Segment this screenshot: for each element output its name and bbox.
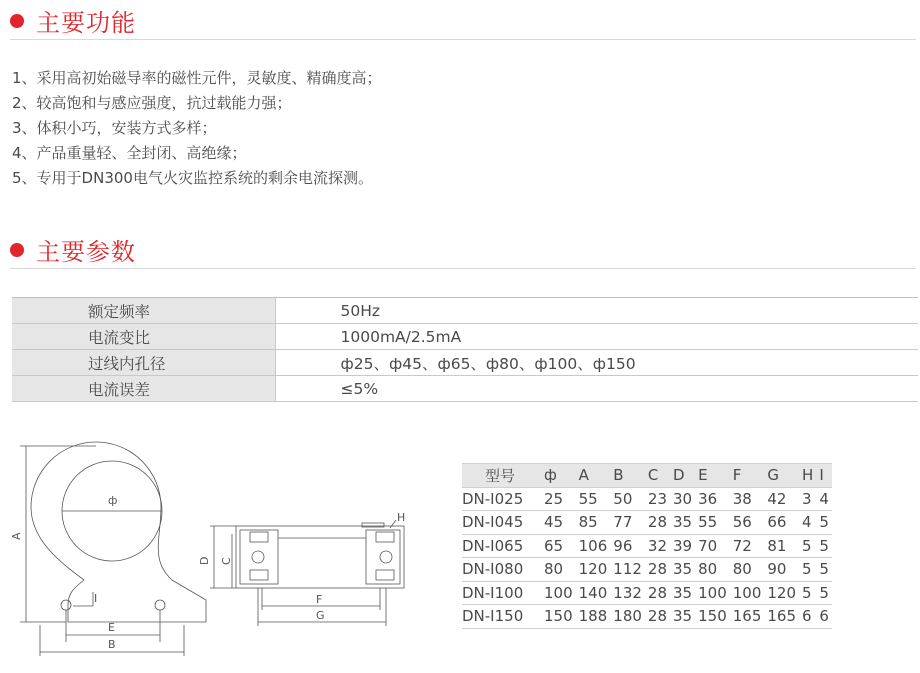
value-cell: 120 [764,581,799,605]
value-cell: 72 [730,534,765,558]
model-cell: DN-I100 [462,581,541,605]
value-cell: 3 [799,487,816,511]
label-a: A [10,532,23,540]
header-cell: B [610,464,645,488]
value-cell: 5 [799,558,816,582]
model-cell: DN-I045 [462,511,541,535]
functions-title: 主要功能 [36,9,136,37]
header-cell: ф [541,464,576,488]
value-cell: 80 [541,558,576,582]
value-cell: 5 [816,581,832,605]
value-cell: 100 [695,581,730,605]
params-title: 主要参数 [36,238,136,266]
side-terminal-left [240,530,278,584]
terminal-slot [250,570,268,580]
params-row [12,376,918,402]
value-cell: 50 [610,487,645,511]
value-cell: 132 [610,581,645,605]
param-value: 1000mA/2.5mA [275,324,918,350]
value-cell: 36 [695,487,730,511]
value-cell: 28 [645,581,670,605]
value-cell: 25 [541,487,576,511]
ring-body-outline [31,442,206,622]
models-header-row [462,464,832,488]
value-cell: 30 [670,487,695,511]
value-cell: 80 [695,558,730,582]
value-cell: 66 [764,511,799,535]
bullet-dot-icon [10,243,24,257]
model-cell: DN-I065 [462,534,541,558]
table-row [462,605,832,629]
value-cell: 4 [816,487,832,511]
mount-hole-left [61,600,71,610]
value-cell: 140 [576,581,611,605]
value-cell: 120 [576,558,611,582]
value-cell: 165 [764,605,799,629]
param-value: ≤5% [275,376,918,402]
value-cell: 90 [764,558,799,582]
value-cell: 38 [730,487,765,511]
params-row [12,324,918,350]
value-cell: 5 [816,558,832,582]
table-row [462,558,832,582]
feature-item: 2、较高饱和与感应强度，抗过载能力强； [12,94,292,112]
value-cell: 28 [645,511,670,535]
label-b: B [108,638,116,651]
side-terminal-right [366,530,400,584]
terminal-screw-right [380,551,392,563]
model-cell: DN-I080 [462,558,541,582]
dimension-drawing [0,430,460,670]
value-cell: 5 [799,534,816,558]
header-cell: C [645,464,670,488]
value-cell: 85 [576,511,611,535]
terminal-screw-left [252,551,264,563]
value-cell: 81 [764,534,799,558]
header-cell: G [764,464,799,488]
value-cell: 35 [670,558,695,582]
params-row [12,298,918,324]
side-body-outline [236,526,404,588]
params-section-header [10,232,136,267]
value-cell: 77 [610,511,645,535]
terminal-slot [376,570,394,580]
value-cell: 96 [610,534,645,558]
features-list [12,66,382,191]
params-table [12,297,918,402]
h-tab [362,523,384,527]
param-value: 50Hz [275,298,918,324]
terminal-slot [376,532,394,542]
label-e: E [108,621,115,634]
label-i: I [94,592,98,605]
value-cell: 150 [695,605,730,629]
value-cell: 6 [816,605,832,629]
feature-item: 4、产品重量轻、全封闭、高绝缘； [12,144,247,162]
section-divider [10,39,916,40]
value-cell: 70 [695,534,730,558]
table-row [462,581,832,605]
header-cell: I [816,464,832,488]
header-cell: F [730,464,765,488]
value-cell: 55 [695,511,730,535]
value-cell: 150 [541,605,576,629]
value-cell: 39 [670,534,695,558]
label-g: G [316,609,325,622]
dim-h-leader [390,520,396,528]
table-row [462,487,832,511]
param-label: 过线内孔径 [12,350,275,376]
value-cell: 65 [541,534,576,558]
label-phi: ф [108,494,118,507]
header-cell: H [799,464,816,488]
header-cell: D [670,464,695,488]
feature-item: 5、专用于DN300电气火灾监控系统的剩余电流探测。 [12,169,373,187]
model-cell: DN-I025 [462,487,541,511]
params-row [12,350,918,376]
value-cell: 55 [576,487,611,511]
value-cell: 28 [645,605,670,629]
value-cell: 4 [799,511,816,535]
bullet-dot-icon [10,14,24,28]
label-c: C [220,557,233,565]
value-cell: 5 [816,534,832,558]
label-d: D [198,556,211,565]
value-cell: 100 [730,581,765,605]
label-h: H [397,511,406,524]
value-cell: 35 [670,605,695,629]
value-cell: 112 [610,558,645,582]
value-cell: 28 [645,558,670,582]
label-f: F [316,593,323,606]
value-cell: 35 [670,511,695,535]
param-label: 电流误差 [12,376,275,402]
models-table [462,463,832,629]
terminal-slot [250,532,268,542]
mount-hole-right [155,600,165,610]
model-cell: DN-I150 [462,605,541,629]
header-cell: 型号 [462,464,541,488]
value-cell: 106 [576,534,611,558]
value-cell: 100 [541,581,576,605]
table-row [462,511,832,535]
value-cell: 5 [799,581,816,605]
param-label: 额定频率 [12,298,275,324]
value-cell: 180 [610,605,645,629]
feature-item: 1、采用高初始磁导率的磁性元件，灵敏度、精确度高； [12,69,382,87]
header-cell: E [695,464,730,488]
value-cell: 42 [764,487,799,511]
value-cell: 56 [730,511,765,535]
value-cell: 23 [645,487,670,511]
value-cell: 35 [670,581,695,605]
value-cell: 188 [576,605,611,629]
table-row [462,534,832,558]
functions-section-header [10,3,136,38]
param-value: ф25、ф45、ф65、ф80、ф100、ф150 [275,350,918,376]
value-cell: 80 [730,558,765,582]
feature-item: 3、体积小巧，安装方式多样； [12,119,217,137]
value-cell: 45 [541,511,576,535]
value-cell: 6 [799,605,816,629]
param-label: 电流变比 [12,324,275,350]
section-divider [10,268,916,269]
header-cell: A [576,464,611,488]
value-cell: 32 [645,534,670,558]
value-cell: 165 [730,605,765,629]
value-cell: 5 [816,511,832,535]
